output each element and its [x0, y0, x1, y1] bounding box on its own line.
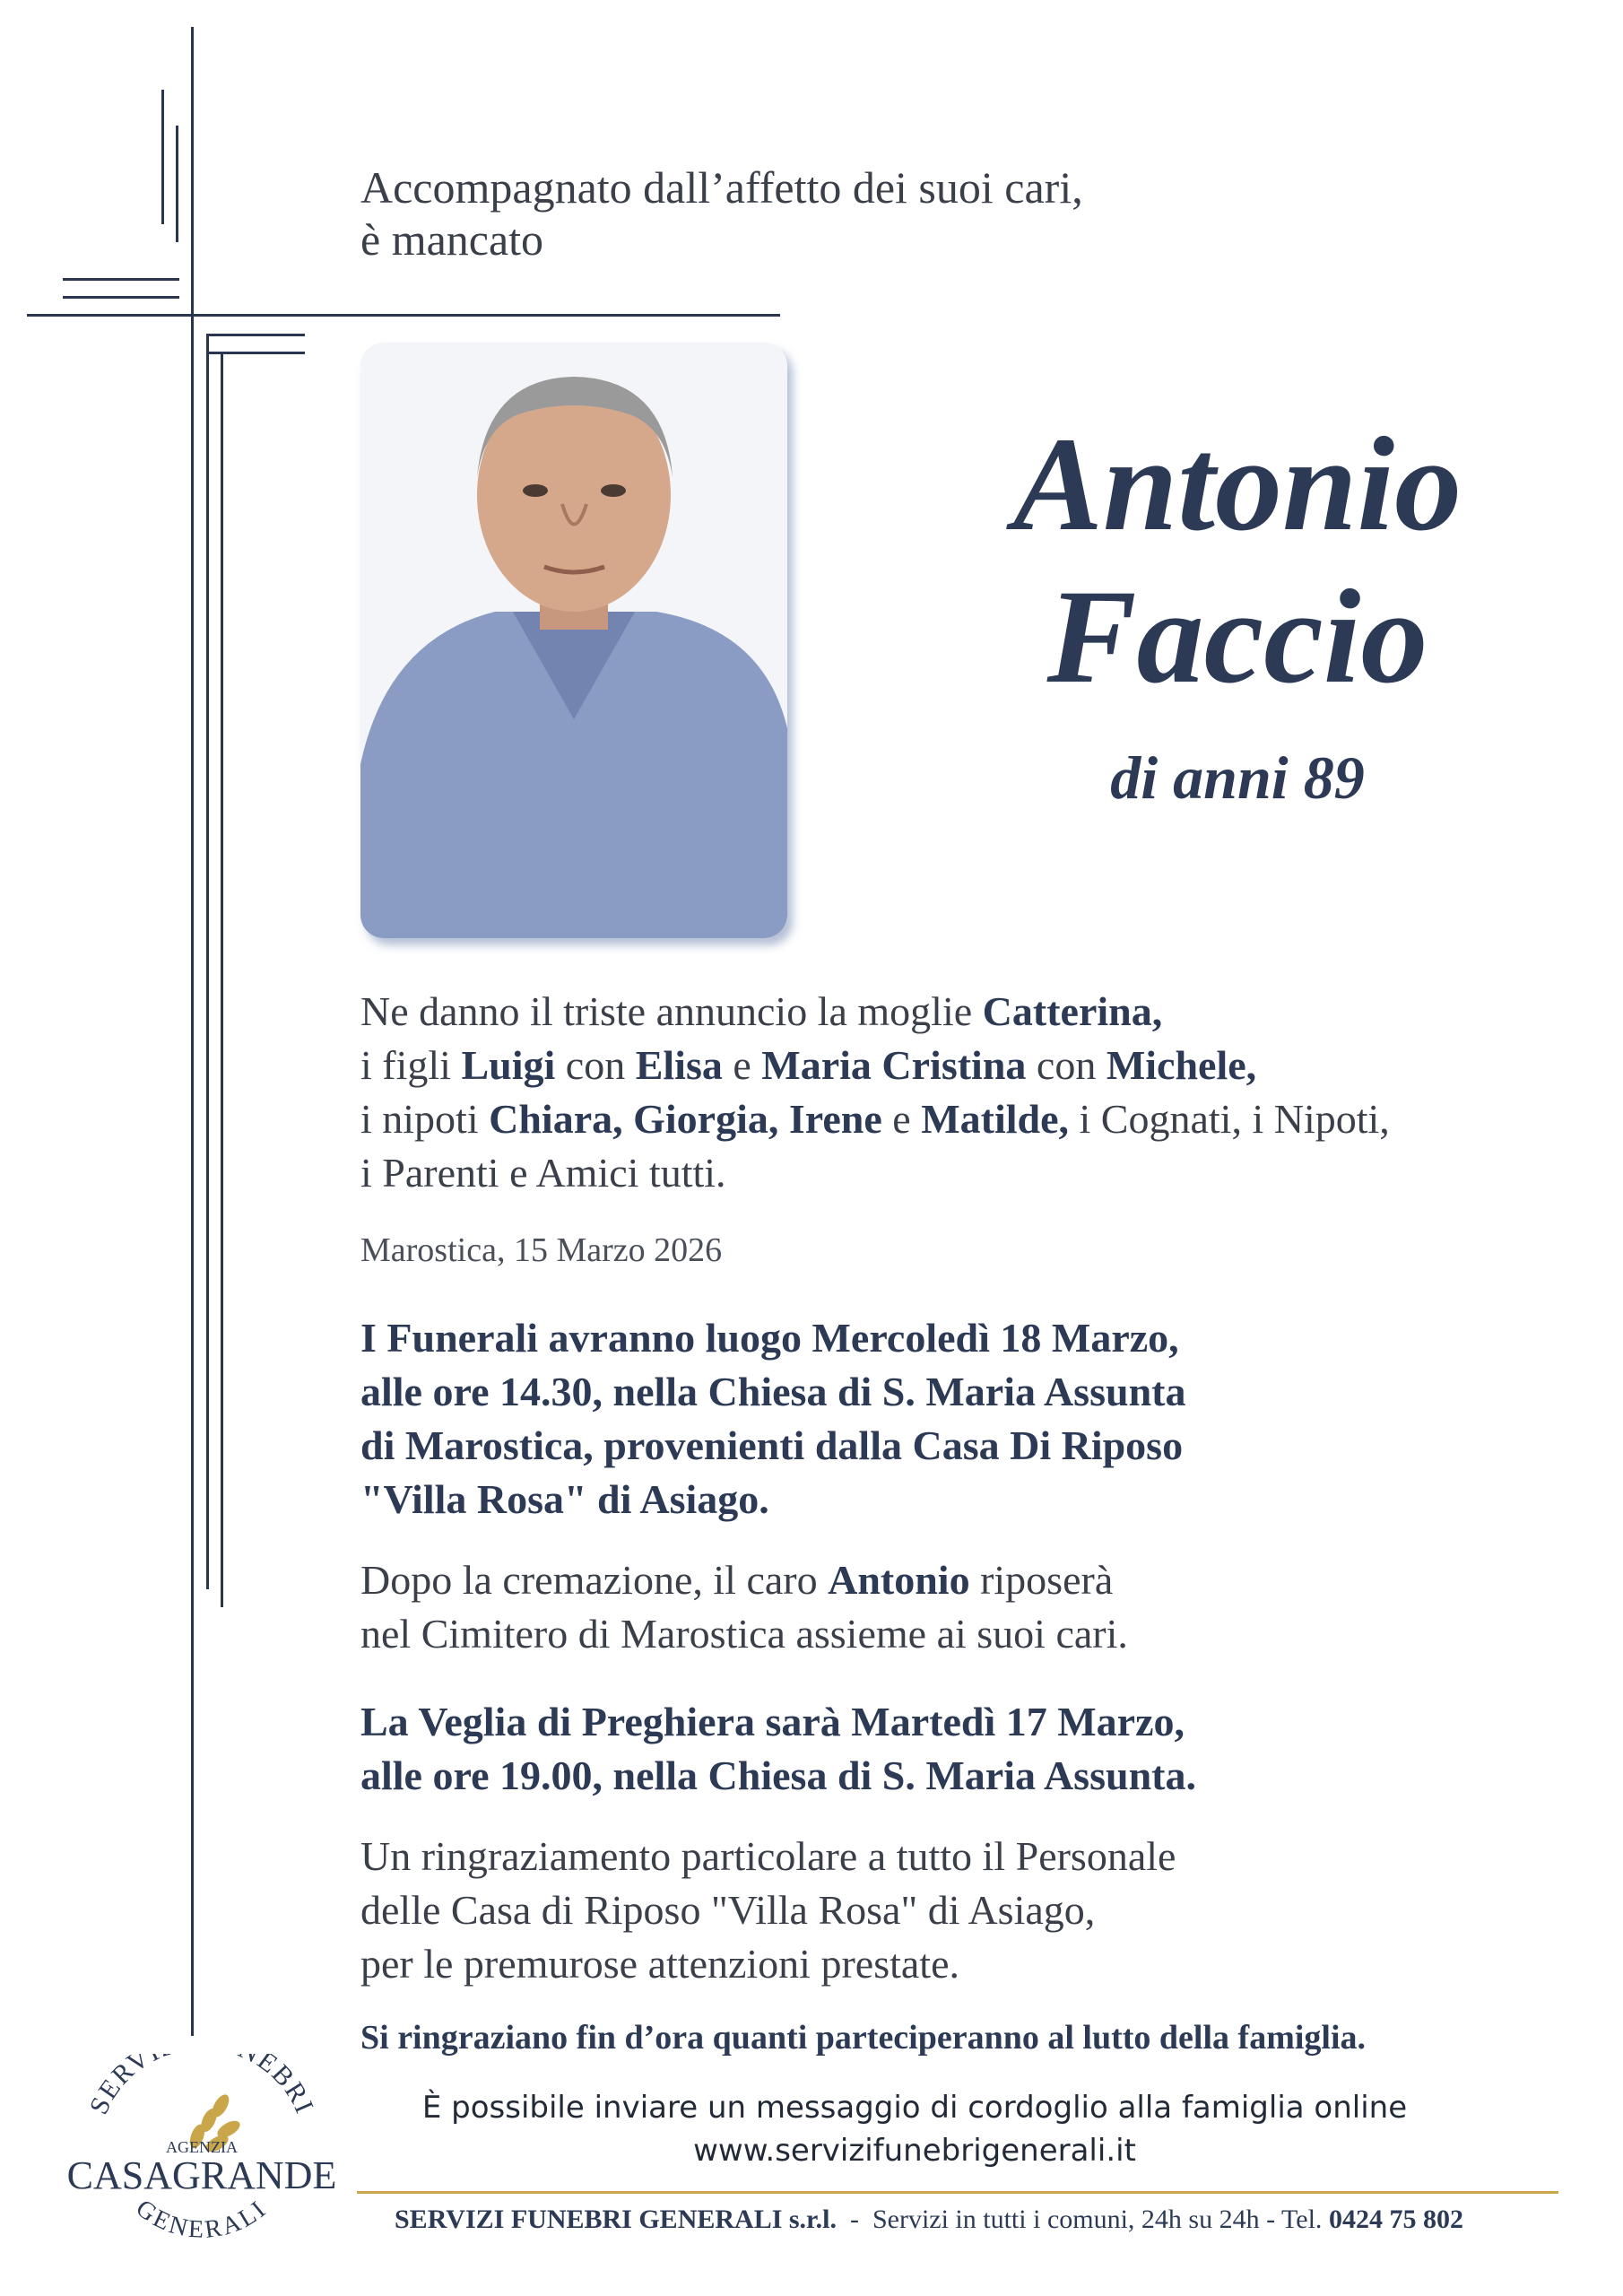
intro-line-1: Accompagnato dall’affetto dei suoi cari, [360, 162, 1083, 213]
announcement-text: i Parenti e Amici tutti. [360, 1150, 726, 1196]
svg-text:GENERALI [131, 2195, 273, 2244]
deceased-last-name: Faccio [1046, 562, 1428, 711]
footer-services: Servizi in tutti i comuni, 24h su 24h - Tel. [872, 2205, 1329, 2234]
deceased-photo [360, 343, 787, 938]
cremation-text: Dopo la cremazione, il caro [360, 1557, 829, 1603]
portrait-illustration [360, 343, 787, 938]
online-condolence-text: È possibile inviare un messaggio di cordoglio alla famiglia online [421, 2090, 1408, 2126]
footer [395, 2205, 1463, 2235]
thanks-paragraph [360, 1830, 1176, 1991]
deceased-name-inline: Antonio [828, 1557, 970, 1603]
announcement-text: i Cognati, i Nipoti, [1069, 1096, 1390, 1142]
final-thanks: Si ringraziano fin d’ora quanti parteciperanno al lutto della famiglia. [360, 2019, 1367, 2057]
logo-bottom-text: GENERALI [130, 2194, 273, 2244]
grandchildren-names: Chiara, Giorgia, Irene [489, 1096, 882, 1142]
child-spouse-name: Michele, [1106, 1042, 1257, 1088]
svg-text:SERVIZI FUNEBRI [83, 2054, 319, 2118]
funeral-line: di Marostica, provenienti dalla Casa Di Riposo [360, 1422, 1184, 1468]
cremation-info [360, 1553, 1128, 1661]
child-name: Maria Cristina [761, 1042, 1027, 1088]
vigil-info [360, 1695, 1196, 1803]
cremation-text: riposerà [969, 1557, 1114, 1603]
announcement-text: Ne danno il triste annuncio la moglie [360, 988, 983, 1034]
intro-line-2: è mancato [360, 214, 544, 265]
announcement-text: e [722, 1042, 762, 1088]
funeral-line: alle ore 14.30, nella Chiesa di S. Maria Assunta [360, 1369, 1186, 1414]
footer-separator: - [836, 2205, 872, 2234]
vigil-line: alle ore 19.00, nella Chiesa di S. Maria Assunta. [360, 1752, 1196, 1798]
grandchild-name: Matilde, [921, 1096, 1070, 1142]
thanks-line: delle Casa di Riposo "Villa Rosa" di Asiago, [360, 1887, 1096, 1933]
wife-name: Catterina, [982, 988, 1163, 1034]
announcement-paragraph [360, 985, 1390, 1200]
thanks-line: Un ringraziamento particolare a tutto il Personale [360, 1833, 1176, 1879]
announcement-text: i figli [360, 1042, 462, 1088]
funeral-line: "Villa Rosa" di Asiago. [360, 1476, 769, 1522]
deceased-first-name: Antonio [1012, 410, 1462, 559]
vigil-line: La Veglia di Preghiera sarà Martedì 17 Marzo, [360, 1699, 1185, 1744]
child-name: Luigi [461, 1042, 556, 1088]
funeral-info [360, 1311, 1185, 1526]
child-spouse-name: Elisa [635, 1042, 723, 1088]
announcement-text: con [1026, 1042, 1107, 1088]
logo-name-text: CASAGRANDE [66, 2153, 337, 2197]
footer-divider [357, 2191, 1558, 2194]
footer-company: SERVIZI FUNEBRI GENERALI s.r.l. [395, 2205, 837, 2234]
cremation-text: nel Cimitero di Marostica assieme ai suoi cari. [360, 1611, 1128, 1657]
announcement-text: con [555, 1042, 636, 1088]
announcement-text: i nipoti [360, 1096, 490, 1142]
website-link[interactable]: www.servizifunebrigenerali.it [693, 2133, 1136, 2169]
intro-text [360, 161, 1083, 265]
place-date: Marostica, 15 Marzo 2026 [360, 1231, 723, 1269]
announcement-text: e [881, 1096, 922, 1142]
casagrande-logo [63, 2054, 341, 2278]
funeral-line: I Funerali avranno luogo Mercoledì 18 Marzo, [360, 1315, 1179, 1361]
thanks-line: per le premurose attenzioni prestate. [360, 1941, 959, 1987]
deceased-age: di anni 89 [1110, 744, 1365, 812]
footer-phone: 0424 75 802 [1328, 2205, 1463, 2234]
logo-top-text: SERV EBRI [83, 2054, 320, 2119]
logo-agency-text: AGENZIA [166, 2138, 238, 2156]
